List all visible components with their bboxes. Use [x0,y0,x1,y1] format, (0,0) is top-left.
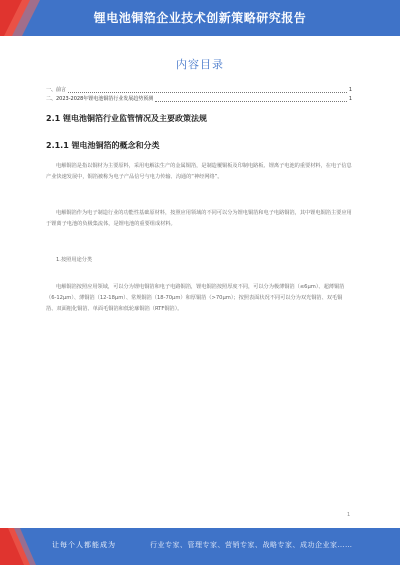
page-marker: 1 [347,512,351,518]
footer-corner-decoration [0,528,40,565]
footer-bar [0,528,400,565]
toc-item-page: 1 [348,96,352,102]
toc-item-label: 一、前言 [46,87,67,93]
toc-leader-dots [155,101,347,102]
table-of-contents [46,86,352,104]
report-title: 锂电池铜箔企业技术创新策略研究报告 [93,11,307,25]
toc-item-page: 1 [348,87,352,93]
body-paragraph: 电解铜箔作为电子制造行业的功能性基础原材料，按照应用领域的不同可以分为锂电铜箔和电子电路铜箔，其中锂电铜箔主要应用于锂离子电池的负极集流体，是锂电池的重要组成材料。 [46,210,352,227]
body-paragraph: 电解铜箔按照应用领域，可以分为锂电铜箔和电子电路铜箔，锂电铜箔按照厚度不同，可以分为极薄铜箔（≤6μm）、超薄铜箔（6-12μm）、薄铜箔（12-18μm）、常规铜箔（18-70μm）和厚铜箔（>70μm）；按照表面状况不同可以分为双光铜箔、双毛铜箔、双面粗化铜箔、单面毛铜箔和低轮廓铜箔（RTF铜箔）。 [46,284,345,312]
toc-item-label: 二、2023-2028年锂电池铜箔行业发展趋势预测 [46,96,154,102]
header-bar [0,0,400,36]
toc-leader-dots [68,92,347,93]
body-paragraph: 1.按照用途分类 [56,257,93,263]
section-heading: 2.1 锂电池铜箔行业监管情况及主要政策法规 [46,114,207,123]
footer-roles: 行业专家、管理专家、营销专家、战略专家、成功企业家…… [150,541,353,549]
footer-slogan: 让每个人都能成为 [52,541,116,549]
subsection-heading: 2.1.1 锂电池铜箔的概念和分类 [46,141,160,150]
body-paragraph: 电解铜箔是指以铜材为主要原料，采用电解法生产的金属铜箔，是制造覆铜板及印制电路板、锂离子电池的重要材料，在电子信息产业快速发展中，铜箔被称为电子产品信号与电力传输、沟通的“神经网络”。 [46,163,352,180]
toc-item[interactable] [46,95,352,104]
toc-title: 内容目录 [176,58,224,71]
toc-item[interactable] [46,86,352,95]
